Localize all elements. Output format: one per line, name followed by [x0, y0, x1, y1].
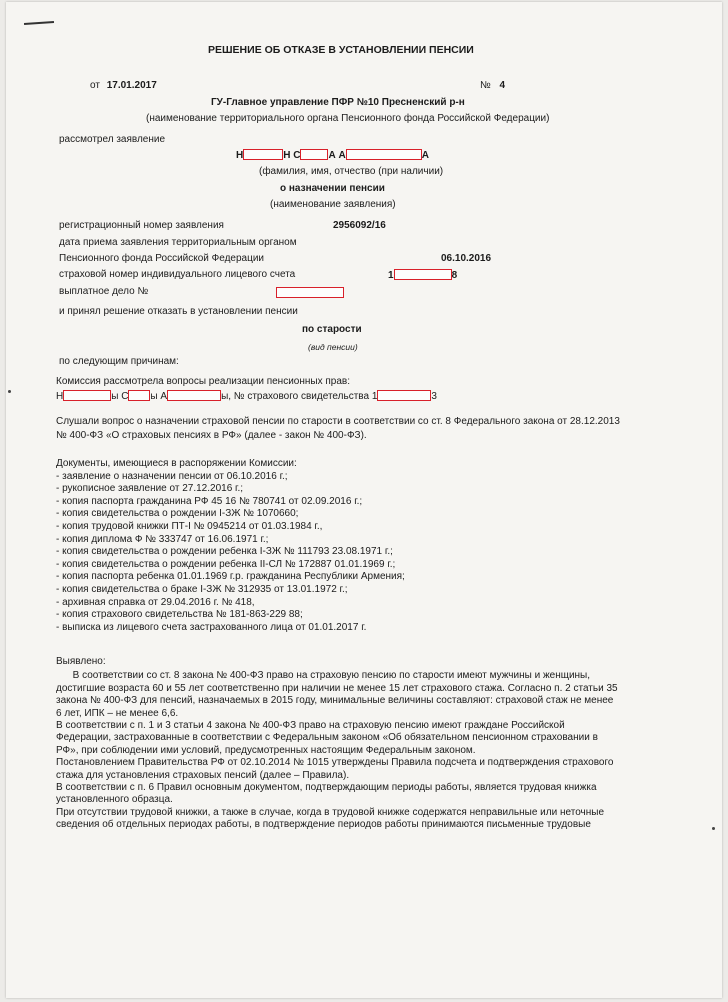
- scan-artifact: [24, 21, 54, 25]
- name-caption: (фамилия, имя, отчество (при наличии): [259, 166, 444, 177]
- list-item: - копия диплома Ф № 333747 от 16.06.1971 г.;: [56, 533, 269, 545]
- findings-section: [56, 656, 706, 832]
- reg-number-label: регистрационный номер заявления: [59, 220, 224, 231]
- findings-line: сведения об отдельных периодах работы, в подтверждение периодов работы принимаются письменные трудовые: [56, 819, 591, 831]
- list-item: - выписка из лицевого счета застрахованного лица от 01.01.2017 г.: [56, 621, 367, 633]
- redaction-box: [394, 269, 452, 280]
- list-item: - копия свидетельства о браке I-ЗЖ № 312935 от 13.01.1972 г.;: [56, 583, 348, 595]
- list-item: - архивная справка от 29.04.2016 г. № 418,: [56, 596, 255, 608]
- acceptance-label-line2: Пенсионного фонда Российской Федерации: [59, 253, 265, 264]
- list-item: - копия паспорта гражданина РФ 45 16 № 780741 от 02.09.2016 г.;: [56, 495, 363, 507]
- redaction-box: [300, 149, 328, 160]
- subject-caption: (наименование заявления): [270, 199, 396, 210]
- decision-date: 17.01.2017: [106, 80, 157, 91]
- redaction-box: [63, 390, 111, 401]
- list-item: - копия свидетельства о рождении ребенка II-СЛ № 172887 01.01.1969 г.;: [56, 558, 396, 570]
- organ-caption: (наименование территориального органа Пенсионного фонда Российской Федерации): [146, 113, 550, 124]
- heard-line2: № 400-ФЗ «О страховых пенсиях в РФ» (далее - закон № 400-ФЗ).: [56, 430, 367, 441]
- list-item: - заявление о назначении пенсии от 06.10.2016 г.;: [56, 470, 288, 482]
- findings-line: 6 лет, ИПК – не менее 6,6.: [56, 707, 179, 719]
- findings-line: При отсутствии трудовой книжки, а также в случае, когда в трудовой книжке содержатся неправильные или неточные: [56, 806, 605, 818]
- documents-list: [56, 458, 706, 634]
- decision-label: и принял решение отказать в установлении пенсии: [59, 306, 298, 317]
- findings-heading: Выявлено:: [56, 656, 106, 667]
- date-row: [90, 80, 157, 92]
- scan-artifact: [8, 390, 11, 393]
- findings-line: установленного образца.: [56, 794, 173, 806]
- date-prefix: от: [90, 80, 100, 91]
- number-label: №: [480, 80, 491, 91]
- reasons-label: по следующим причинам:: [59, 356, 179, 367]
- redaction-box: [346, 149, 422, 160]
- acceptance-date: 06.10.2016: [441, 253, 492, 264]
- list-item: - копия свидетельства о рождении ребенка I-ЗЖ № 111793 23.08.1971 г.;: [56, 546, 393, 558]
- application-subject: о назначении пенсии: [280, 183, 385, 194]
- commission-line2: Н ы С ы А ы, № страхового свидетельства 1 3: [56, 391, 437, 402]
- acceptance-label-line1: дата приема заявления территориальным органом: [59, 237, 297, 248]
- list-item: - рукописное заявление от 27.12.2016 г.;: [56, 483, 244, 495]
- redaction-box: [276, 287, 344, 298]
- findings-line: достигшие возраста 60 и 55 лет соответственно при наличии не менее 15 лет страхового стажа. Согласно п. 2 статьи 35: [56, 682, 618, 694]
- number-row: [480, 80, 505, 92]
- redaction-box: [243, 149, 283, 160]
- organ-name: ГУ-Главное управление ПФР №10 Пресненский р-н: [211, 97, 465, 108]
- redaction-box: [167, 390, 221, 401]
- list-item: - копия страхового свидетельства № 181-863-229 88;: [56, 609, 303, 621]
- list-item: - копия трудовой книжки ПТ-I № 0945214 от 01.03.1984 г.,: [56, 520, 323, 532]
- heard-line1: Слушали вопрос о назначении страховой пенсии по старости в соответствии со ст. 8 Федерального закона от 28.12.2013: [56, 416, 620, 427]
- findings-line: стажа для установления страховых пенсий (далее – Правила).: [56, 769, 350, 781]
- findings-line: Постановлением Правительства РФ от 02.10.2014 № 1015 утверждены Правила подсчета и подтверждения страхового: [56, 757, 614, 769]
- documents-heading: Документы, имеющиеся в распоряжении Комиссии:: [56, 458, 297, 469]
- document-page: [6, 2, 722, 998]
- pension-type-caption: (вид пенсии): [308, 342, 358, 352]
- payment-case-label: выплатное дело №: [59, 286, 149, 297]
- pension-type: по старости: [302, 324, 362, 335]
- decision-number: 4: [499, 80, 506, 91]
- redaction-box: [128, 390, 150, 401]
- findings-line: В соответствии с п. 1 и 3 статьи 4 закона № 400-ФЗ право на страховую пенсию имеют граждане Российской: [56, 720, 565, 732]
- list-item: - копия паспорта ребенка 01.01.1969 г.р. гражданина Республики Армения;: [56, 571, 405, 583]
- list-item: - копия свидетельства о рождении I-ЗЖ № 1070660;: [56, 508, 299, 520]
- snils-value: 1 8: [388, 270, 458, 281]
- considered-label: рассмотрел заявление: [59, 134, 166, 145]
- applicant-name: Н Н С А А А: [236, 150, 429, 161]
- redaction-box: [377, 390, 431, 401]
- snils-label: страховой номер индивидуального лицевого счета: [59, 269, 296, 280]
- findings-line: Федерации, застрахованные в соответствии с Федеральным законом «Об обязательном пенсионном страховании в: [56, 732, 598, 744]
- findings-line: закона № 400-ФЗ для пенсий, назначаемых в 2015 году, минимальные величины составляют: страховой стаж не менее: [56, 695, 614, 707]
- scan-artifact: [712, 827, 715, 830]
- commission-line1: Комиссия рассмотрела вопросы реализации пенсионных прав:: [56, 376, 350, 387]
- reg-number-value: 2956092/16: [333, 220, 386, 231]
- findings-line: В соответствии с п. 6 Правил основным документом, подтверждающим периоды работы, является трудовая книжка: [56, 782, 597, 794]
- findings-line: В соответствии со ст. 8 закона № 400-ФЗ право на страховую пенсию по старости имеют мужчины и женщины,: [56, 670, 591, 682]
- document-title: РЕШЕНИЕ ОБ ОТКАЗЕ В УСТАНОВЛЕНИИ ПЕНСИИ: [208, 44, 474, 56]
- findings-line: РФ», при соблюдении ими условий, предусмотренных настоящим Федеральным законом.: [56, 744, 476, 756]
